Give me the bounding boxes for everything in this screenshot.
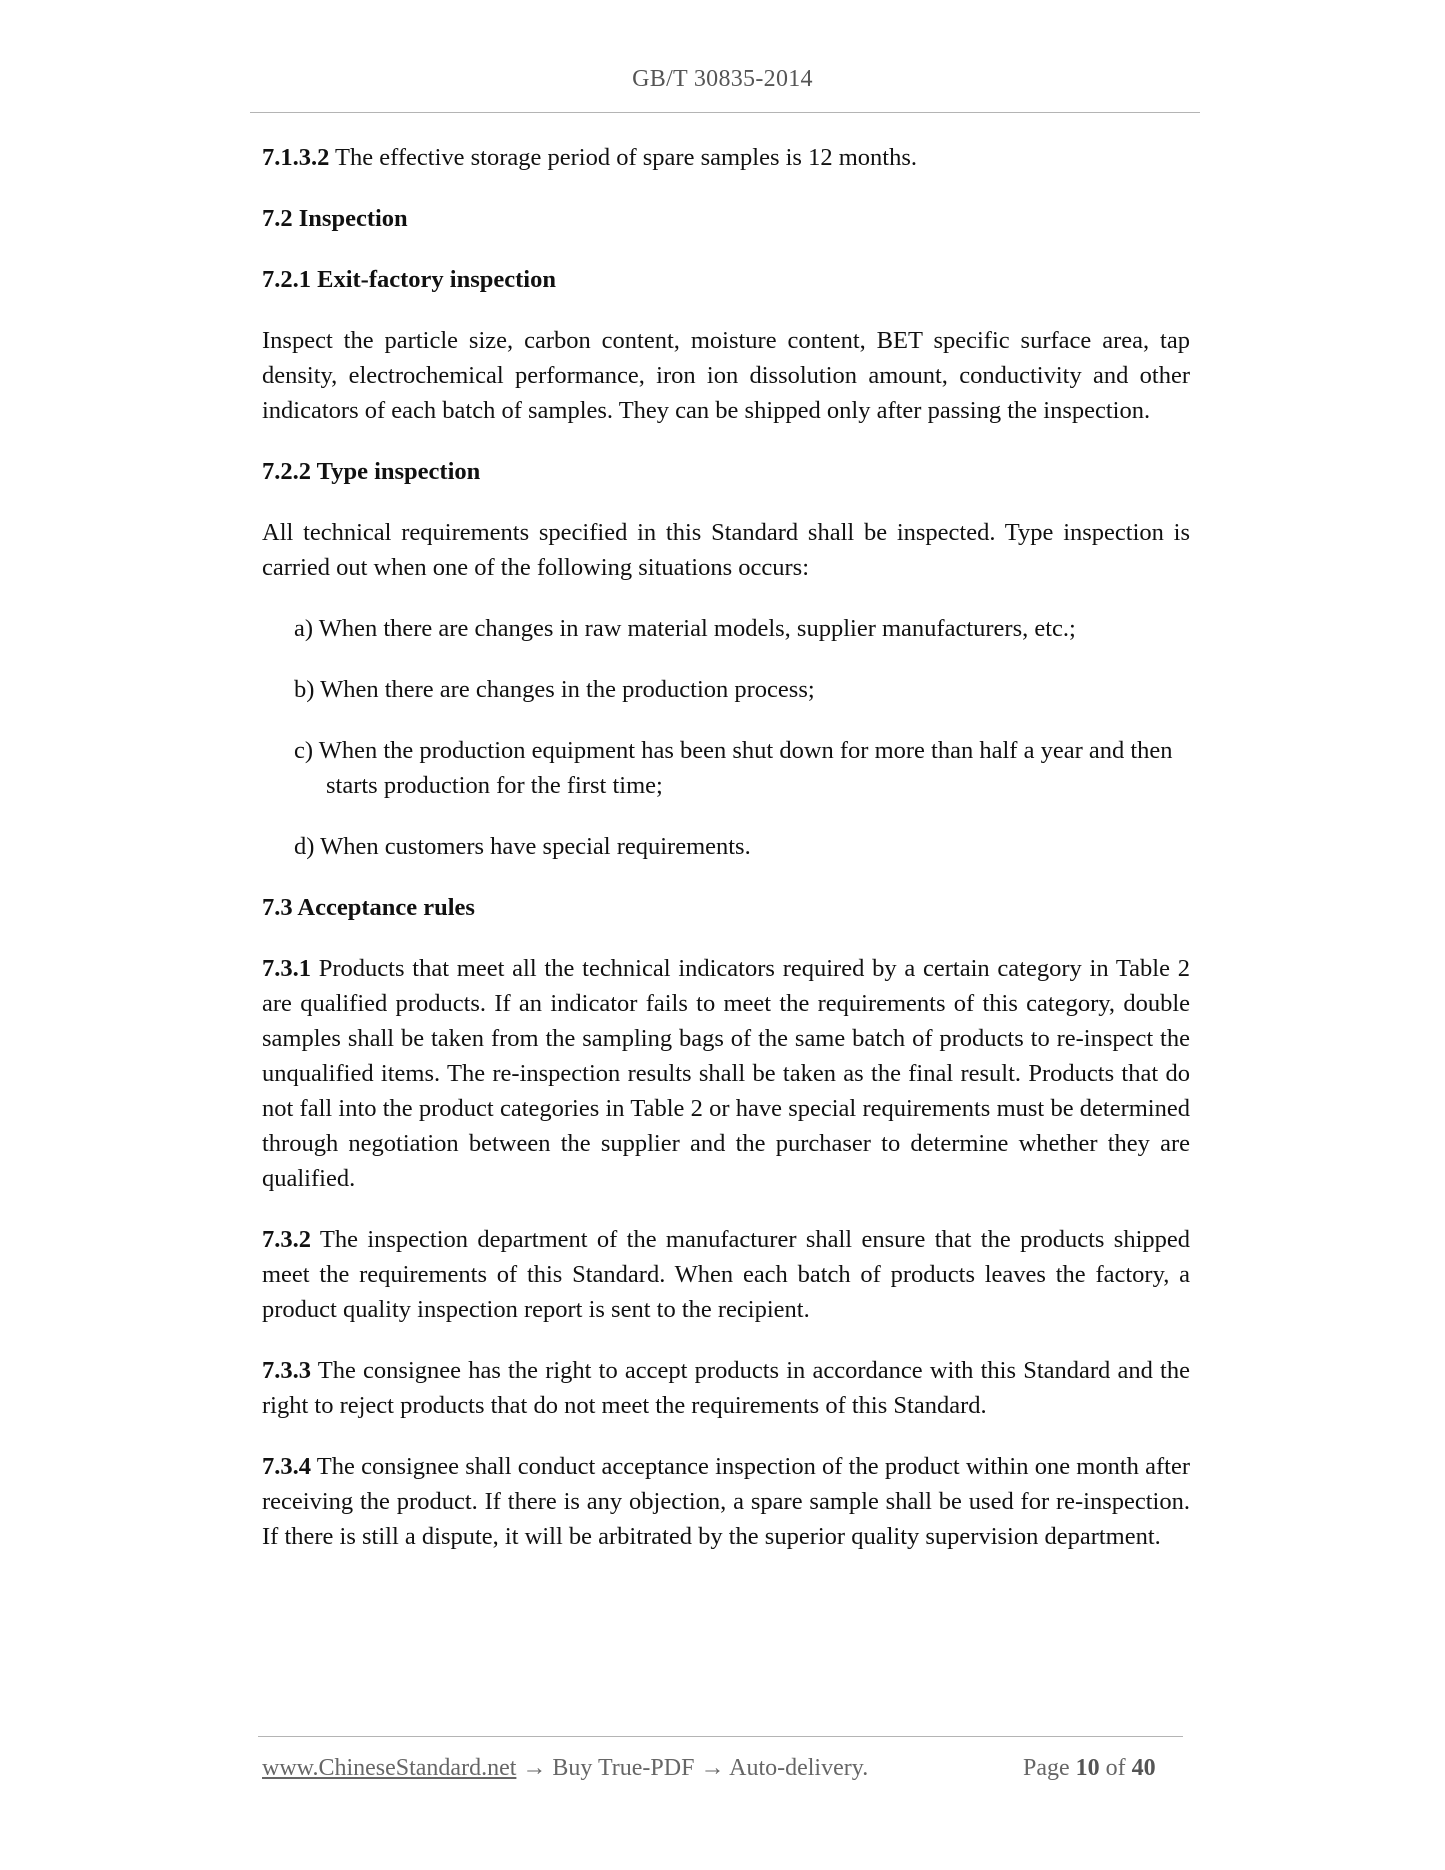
clause-number: 7.3.2 [262, 1226, 311, 1253]
list-item-c: c) When the production equipment has been shut down for more than half a year and then starts production for the first time; [294, 737, 1173, 799]
heading-7-3: 7.3 Acceptance rules [262, 894, 475, 921]
paragraph-7-1-3-2 [262, 140, 1190, 175]
footer-divider [258, 1736, 1183, 1737]
paragraph-7-2-1: Inspect the particle size, carbon content, moisture content, BET specific surface area, tap density, electrochemical performance, iron ion dissolution amount, conductivity and other indicators of each batch of samples. They can be shipped only after passing the inspection. [262, 327, 1190, 424]
page-number [1023, 1755, 1156, 1782]
paragraph-text: The inspection department of the manufacturer shall ensure that the products shipped meet the requirements of this Standard. When each batch of products leaves the factory, a product quality inspection report is sent to the recipient. [262, 1226, 1190, 1323]
paragraph-7-2-2: All technical requirements specified in this Standard shall be inspected. Type inspection is carried out when one of the following situations occurs: [262, 519, 1190, 581]
page-total: 40 [1131, 1755, 1156, 1781]
header-doc-id: GB/T 30835-2014 [632, 66, 813, 92]
paragraph-7-3-4 [262, 1449, 1190, 1554]
paragraph-7-3-1 [262, 951, 1190, 1196]
header-divider [250, 112, 1200, 113]
footer-promo [262, 1755, 868, 1782]
heading-7-2: 7.2 Inspection [262, 205, 408, 232]
list-item-d: d) When customers have special requirements. [294, 833, 751, 860]
clause-number: 7.3.1 [262, 955, 311, 982]
website-link[interactable]: www.ChineseStandard.net [262, 1755, 517, 1781]
paragraph-text: Products that meet all the technical indicators required by a certain category in Table 2 are qualified products. If an indicator fails to meet the requirements of this category, double samples shall be taken from the sampling bags of the same batch of products to re-inspect the unqualified items. The re-inspection results shall be taken as the final result. Products that do not fall into the product categories in Table 2 or have special requirements must be determined through negotiation between the supplier and the purchaser to determine whether they are qualified. [262, 955, 1190, 1192]
clause-number: 7.1.3.2 [262, 144, 330, 171]
list-item-b: b) When there are changes in the production process; [294, 676, 815, 703]
paragraph-text: The consignee shall conduct acceptance inspection of the product within one month after receiving the product. If there is any objection, a spare sample shall be used for re-inspection. If there is still a dispute, it will be arbitrated by the superior quality supervision department. [262, 1453, 1190, 1550]
page-label: Page [1023, 1755, 1076, 1781]
list-item-a: a) When there are changes in raw material models, supplier manufacturers, etc.; [294, 615, 1076, 642]
page-of-label: of [1099, 1755, 1132, 1781]
document-body [262, 140, 1190, 1580]
page-current: 10 [1075, 1755, 1100, 1781]
promo-text: → Buy True-PDF → Auto-delivery. [516, 1755, 869, 1781]
paragraph-7-3-3 [262, 1353, 1190, 1423]
clause-number: 7.3.3 [262, 1357, 311, 1384]
heading-7-2-2: 7.2.2 Type inspection [262, 458, 481, 485]
paragraph-text: The consignee has the right to accept products in accordance with this Standard and the right to reject products that do not meet the requirements of this Standard. [262, 1357, 1190, 1419]
paragraph-7-3-2 [262, 1222, 1190, 1327]
heading-7-2-1: 7.2.1 Exit-factory inspection [262, 266, 556, 293]
paragraph-text: The effective storage period of spare samples is 12 months. [329, 144, 917, 171]
clause-number: 7.3.4 [262, 1453, 311, 1480]
